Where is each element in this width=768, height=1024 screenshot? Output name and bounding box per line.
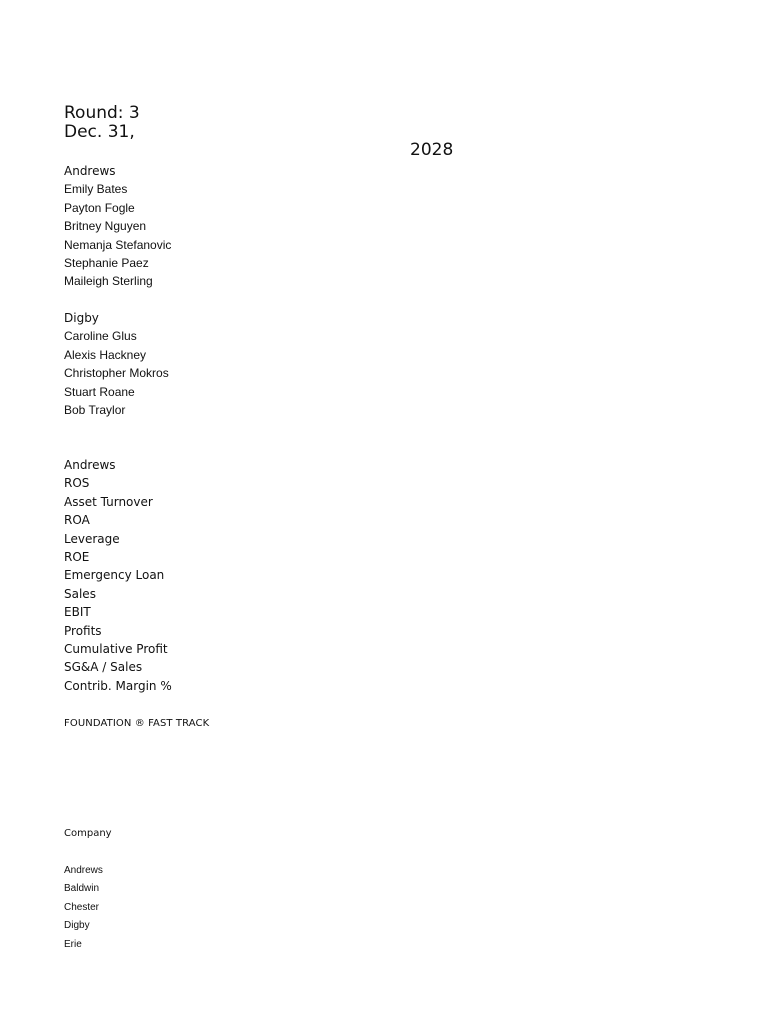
metric-label: ROA bbox=[64, 513, 90, 528]
round-label: Round: 3 bbox=[64, 103, 140, 123]
company-row: Digby bbox=[64, 920, 90, 932]
company-row: Erie bbox=[64, 938, 82, 950]
metric-label: Cumulative Profit bbox=[64, 641, 168, 656]
team-name: Digby bbox=[64, 311, 99, 325]
metric-label: Sales bbox=[64, 586, 96, 601]
company-column-header: Company bbox=[64, 828, 112, 839]
team-member: Nemanja Stefanovic bbox=[64, 237, 172, 252]
metric-label: Asset Turnover bbox=[64, 494, 153, 509]
team-digby bbox=[64, 309, 169, 419]
metric-label: ROS bbox=[64, 476, 90, 491]
financial-metrics bbox=[64, 456, 172, 695]
team-member: Stuart Roane bbox=[64, 384, 135, 399]
team-member: Stephanie Paez bbox=[64, 255, 149, 270]
company-row: Andrews bbox=[64, 865, 103, 876]
team-andrews bbox=[64, 162, 171, 291]
team-member: Bob Traylor bbox=[64, 402, 126, 417]
team-member: Emily Bates bbox=[64, 182, 128, 197]
team-member: Payton Fogle bbox=[64, 200, 135, 215]
metrics-company-name: Andrews bbox=[64, 458, 116, 472]
company-row: Baldwin bbox=[64, 883, 100, 895]
product-name: FOUNDATION ® FAST TRACK bbox=[64, 718, 210, 729]
metric-label: Contrib. Margin % bbox=[64, 678, 172, 693]
team-member: Alexis Hackney bbox=[64, 347, 147, 362]
metric-label: Profits bbox=[64, 623, 102, 638]
team-member: Christopher Mokros bbox=[64, 366, 169, 381]
team-name: Andrews bbox=[64, 164, 116, 178]
metric-label: ROE bbox=[64, 549, 90, 564]
year-label: 2028 bbox=[410, 140, 454, 160]
team-member: Britney Nguyen bbox=[64, 219, 147, 234]
metric-label: Leverage bbox=[64, 531, 120, 546]
metric-label: SG&A / Sales bbox=[64, 660, 143, 675]
metric-label: EBIT bbox=[64, 605, 91, 620]
company-list bbox=[64, 862, 103, 954]
metric-label: Emergency Loan bbox=[64, 568, 165, 583]
company-row: Chester bbox=[64, 901, 100, 913]
date-label: Dec. 31, bbox=[64, 122, 135, 142]
team-member: Caroline Glus bbox=[64, 329, 137, 344]
team-member: Maileigh Sterling bbox=[64, 274, 153, 289]
